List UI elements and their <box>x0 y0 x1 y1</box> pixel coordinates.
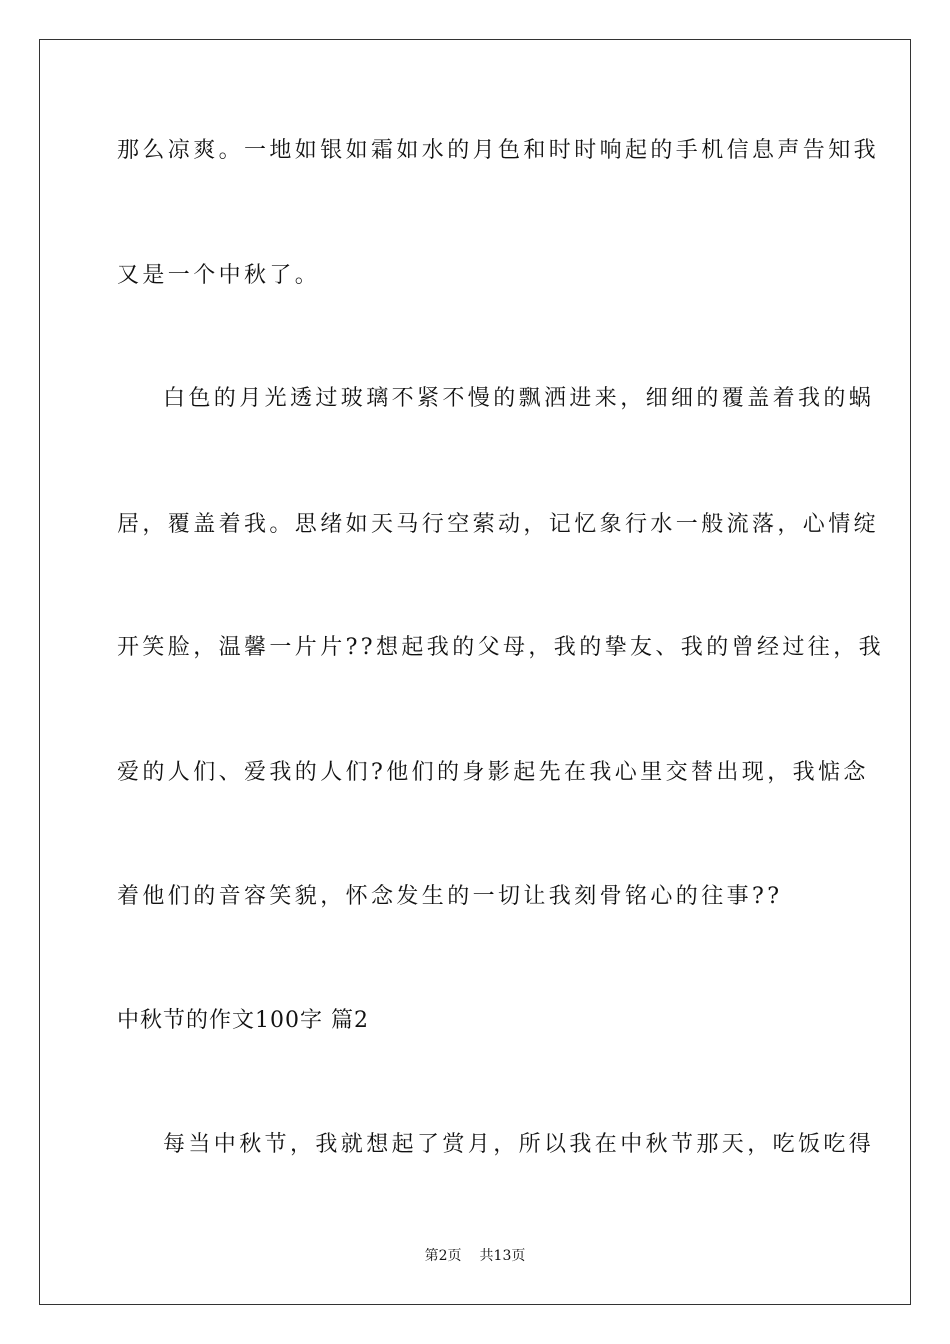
page-number: 第2页 <box>424 1248 462 1264</box>
paragraph-line: 每当中秋节，我就想起了赏月，所以我在中秋节那天，吃饭吃得 <box>163 1132 875 1157</box>
page-footer <box>0 1247 950 1265</box>
page-total: 共13页 <box>479 1248 526 1264</box>
paragraph-line: 爱的人们、爱我的人们?他们的身影起先在我心里交替出现，我惦念 <box>117 760 869 785</box>
page-border <box>39 39 911 1305</box>
paragraph-line: 开笑脸，温馨一片片??想起我的父母，我的挚友、我的曾经过往，我 <box>117 635 884 660</box>
paragraph-line: 那么凉爽。一地如银如霜如水的月色和时时响起的手机信息声告知我 <box>117 138 880 163</box>
paragraph-line: 又是一个中秋了。 <box>117 263 321 288</box>
paragraph-line: 白色的月光透过玻璃不紧不慢的飘洒进来，细细的覆盖着我的蜗 <box>163 386 875 411</box>
paragraph-line: 着他们的音容笑貌，怀念发生的一切让我刻骨铭心的往事?? <box>117 884 783 909</box>
paragraph-line: 居，覆盖着我。思绪如天马行空萦动，记忆象行水一般流落，心情绽 <box>117 512 880 537</box>
section-heading: 中秋节的作文100字 篇2 <box>117 1008 369 1033</box>
